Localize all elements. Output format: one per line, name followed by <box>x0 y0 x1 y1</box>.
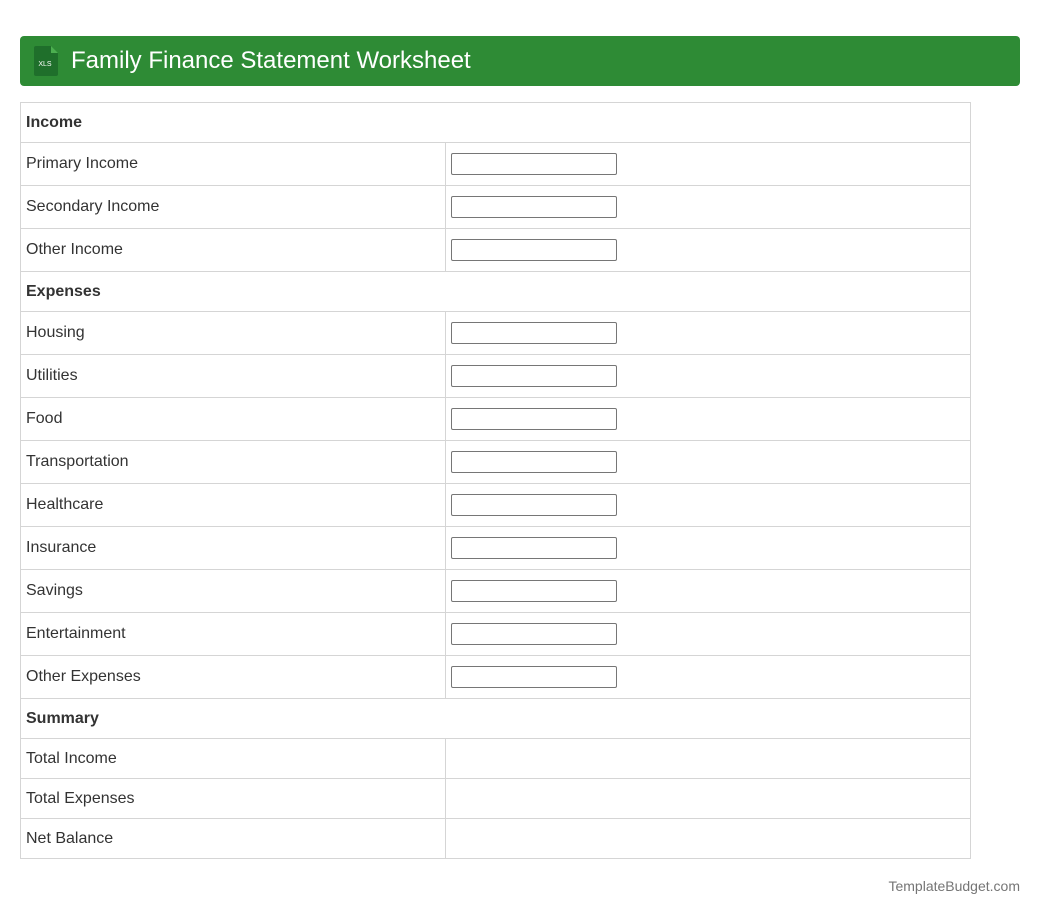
value-cell <box>446 613 971 656</box>
value-cell <box>446 484 971 527</box>
table-row <box>21 739 971 779</box>
value-cell <box>446 355 971 398</box>
table-row <box>21 819 971 859</box>
footer-brand: TemplateBudget.com <box>888 878 1020 894</box>
other-expenses-input[interactable] <box>451 666 617 688</box>
primary-income-input[interactable] <box>451 153 617 175</box>
table-row <box>21 527 971 570</box>
row-label-savings: Savings <box>21 570 446 613</box>
table-row <box>21 143 971 186</box>
row-label-healthcare: Healthcare <box>21 484 446 527</box>
table-row <box>21 355 971 398</box>
transportation-input[interactable] <box>451 451 617 473</box>
row-label-food: Food <box>21 398 446 441</box>
row-label-transportation: Transportation <box>21 441 446 484</box>
table-row <box>21 312 971 355</box>
table-row <box>21 186 971 229</box>
value-cell <box>446 441 971 484</box>
table-row <box>21 441 971 484</box>
section-header-summary <box>21 699 971 739</box>
food-input[interactable] <box>451 408 617 430</box>
total-expenses-value <box>446 779 971 819</box>
section-header-income <box>21 103 971 143</box>
section-title-summary: Summary <box>21 699 971 739</box>
table-row <box>21 229 971 272</box>
section-title-expenses: Expenses <box>21 272 971 312</box>
healthcare-input[interactable] <box>451 494 617 516</box>
value-cell <box>446 186 971 229</box>
xls-icon-label: XLS <box>38 61 52 68</box>
table-row <box>21 656 971 699</box>
xls-file-icon <box>34 46 58 76</box>
savings-input[interactable] <box>451 580 617 602</box>
table-row <box>21 398 971 441</box>
insurance-input[interactable] <box>451 537 617 559</box>
section-header-expenses <box>21 272 971 312</box>
row-label-other-expenses: Other Expenses <box>21 656 446 699</box>
row-label-secondary-income: Secondary Income <box>21 186 446 229</box>
table-row <box>21 484 971 527</box>
value-cell <box>446 656 971 699</box>
secondary-income-input[interactable] <box>451 196 617 218</box>
value-cell <box>446 527 971 570</box>
section-title-income: Income <box>21 103 971 143</box>
page-title: Family Finance Statement Worksheet <box>71 47 471 74</box>
table-row <box>21 779 971 819</box>
row-label-net-balance: Net Balance <box>21 819 446 859</box>
row-label-insurance: Insurance <box>21 527 446 570</box>
table-row <box>21 613 971 656</box>
value-cell <box>446 570 971 613</box>
row-label-total-income: Total Income <box>21 739 446 779</box>
total-income-value <box>446 739 971 779</box>
net-balance-value <box>446 819 971 859</box>
row-label-utilities: Utilities <box>21 355 446 398</box>
value-cell <box>446 229 971 272</box>
entertainment-input[interactable] <box>451 623 617 645</box>
row-label-primary-income: Primary Income <box>21 143 446 186</box>
page-header <box>20 36 1020 86</box>
value-cell <box>446 143 971 186</box>
row-label-entertainment: Entertainment <box>21 613 446 656</box>
finance-worksheet-table <box>20 102 971 859</box>
utilities-input[interactable] <box>451 365 617 387</box>
table-row <box>21 570 971 613</box>
value-cell <box>446 312 971 355</box>
row-label-total-expenses: Total Expenses <box>21 779 446 819</box>
value-cell <box>446 398 971 441</box>
row-label-housing: Housing <box>21 312 446 355</box>
other-income-input[interactable] <box>451 239 617 261</box>
row-label-other-income: Other Income <box>21 229 446 272</box>
housing-input[interactable] <box>451 322 617 344</box>
